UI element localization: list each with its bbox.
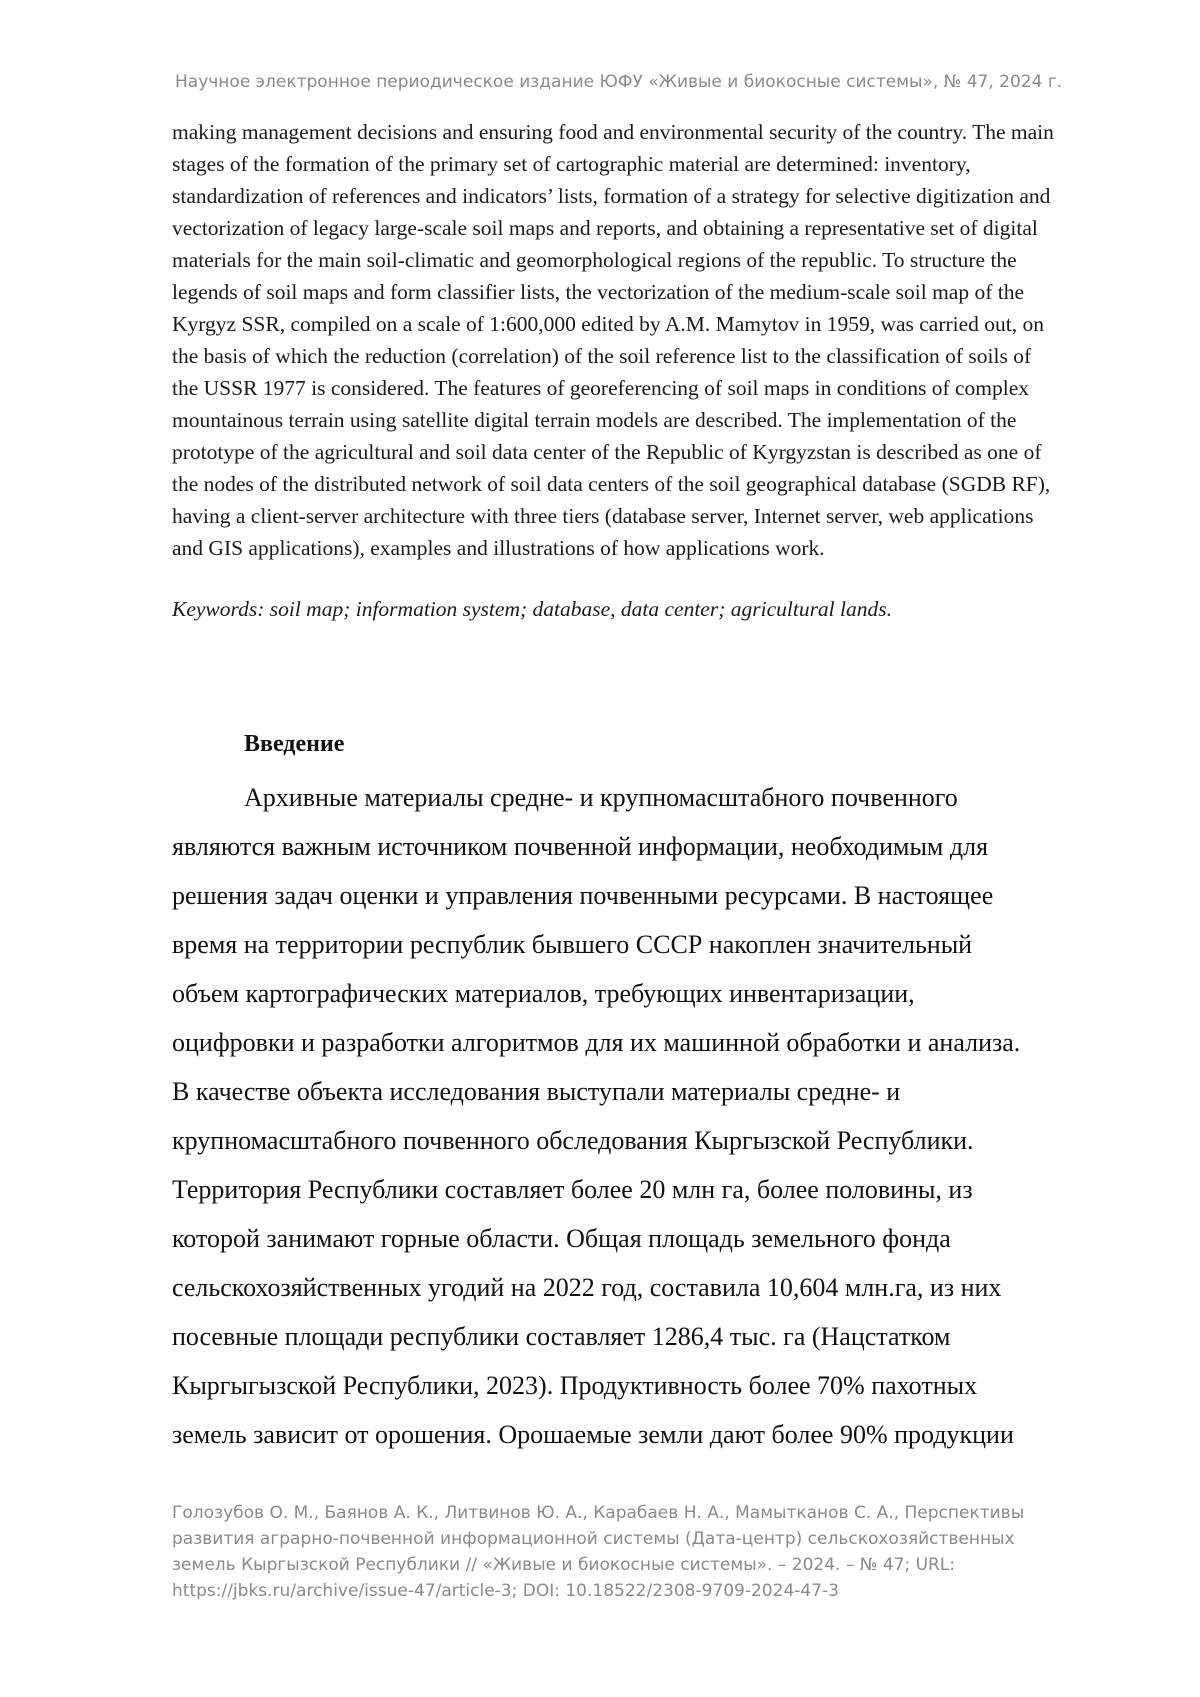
abstract-line: materials for the main soil-climatic and geomorphological regions of the republic. To structure the: [172, 248, 1017, 272]
abstract-line: prototype of the agricultural and soil data center of the Republic of Kyrgyzstan is described as one of: [172, 440, 1042, 464]
citation-line: земель Кыргызской Республики // «Живые и биокосные системы». – 2024. – № 47; URL:: [172, 1555, 956, 1575]
abstract-line: mountainous terrain using satellite digital terrain models are described. The implementation of the: [172, 408, 1017, 432]
body-line: посевные площади республики составляет 1286,4 тыс. га (Нацстатком: [172, 1322, 951, 1351]
abstract-line: standardization of references and indicators’ lists, formation of a strategy for selective digitization and: [172, 184, 1051, 208]
abstract-line: stages of the formation of the primary set of cartographic material are determined: inventory,: [172, 152, 971, 176]
citation-footer: [172, 1500, 1172, 1604]
body-line: Кыргыгызской Республики, 2023). Продуктивность более 70% пахотных: [172, 1371, 978, 1400]
abstract-line: and GIS applications), examples and illustrations of how applications work.: [172, 536, 825, 560]
body-paragraph: [172, 773, 1122, 1459]
citation-url-line: https://jbks.ru/archive/issue-47/article-3; DOI: 10.18522/2308-9709-2024-47-3: [172, 1581, 839, 1601]
body-line: крупномасштабного почвенного обследования Кыргызской Республики.: [172, 1126, 974, 1155]
body-line: оцифровки и разработки алгоритмов для их машинной обработки и анализа.: [172, 1028, 1021, 1057]
body-line: Территория Республики составляет более 20 млн га, более половины, из: [172, 1175, 973, 1204]
body-line: сельскохозяйственных угодий на 2022 год, составила 10,604 млн.га, из них: [172, 1273, 1002, 1302]
abstract-line: the basis of which the reduction (correlation) of the soil reference list to the classification of soils of: [172, 344, 1032, 368]
body-line: Архивные материалы средне- и крупномасштабного почвенного: [244, 783, 958, 812]
section-heading: Введение: [244, 731, 345, 757]
citation-line: Голозубов О. М., Баянов А. К., Литвинов Ю. А., Карабаев Н. А., Мамытканов С. А., Перспективы: [172, 1503, 1025, 1523]
body-line: решения задач оценки и управления почвенными ресурсами. В настоящее: [172, 881, 994, 910]
abstract-paragraph: [172, 116, 1122, 564]
body-line: время на территории республик бывшего СССР накоплен значительный: [172, 930, 973, 959]
keywords: Keywords: soil map; information system; database, data center; agricultural lands.: [172, 597, 892, 621]
body-line: В качестве объекта исследования выступали материалы средне- и: [172, 1077, 901, 1106]
abstract-line: having a client-server architecture with three tiers (database server, Internet server, web applications: [172, 504, 1034, 528]
body-line: земель зависит от орошения. Орошаемые земли дают более 90% продукции: [172, 1420, 1014, 1449]
running-header: Научное электронное периодическое издание ЮФУ «Живые и биокосные системы», № 47, 2024 г.: [175, 72, 1063, 92]
body-line: являются важным источником почвенной информации, необходимым для: [172, 832, 989, 861]
abstract-line: the USSR 1977 is considered. The features of georeferencing of soil maps in conditions of complex: [172, 376, 1030, 400]
abstract-line: vectorization of legacy large-scale soil maps and reports, and obtaining a representative set of digital: [172, 216, 1038, 240]
citation-line: развития аграрно-почвенной информационной системы (Дата-центр) сельскохозяйственных: [172, 1529, 1015, 1549]
abstract-line: legends of soil maps and form classifier lists, the vectorization of the medium-scale soil map of the: [172, 280, 1025, 304]
body-line: которой занимают горные области. Общая площадь земельного фонда: [172, 1224, 951, 1253]
abstract-line: Kyrgyz SSR, compiled on a scale of 1:600,000 edited by A.M. Mamytov in 1959, was carried out, on: [172, 312, 1045, 336]
abstract-line: making management decisions and ensuring food and environmental security of the country. The main: [172, 120, 1054, 144]
body-line: объем картографических материалов, требующих инвентаризации,: [172, 979, 915, 1008]
abstract-line: the nodes of the distributed network of soil data centers of the soil geographical database (SGDB RF),: [172, 472, 1051, 496]
